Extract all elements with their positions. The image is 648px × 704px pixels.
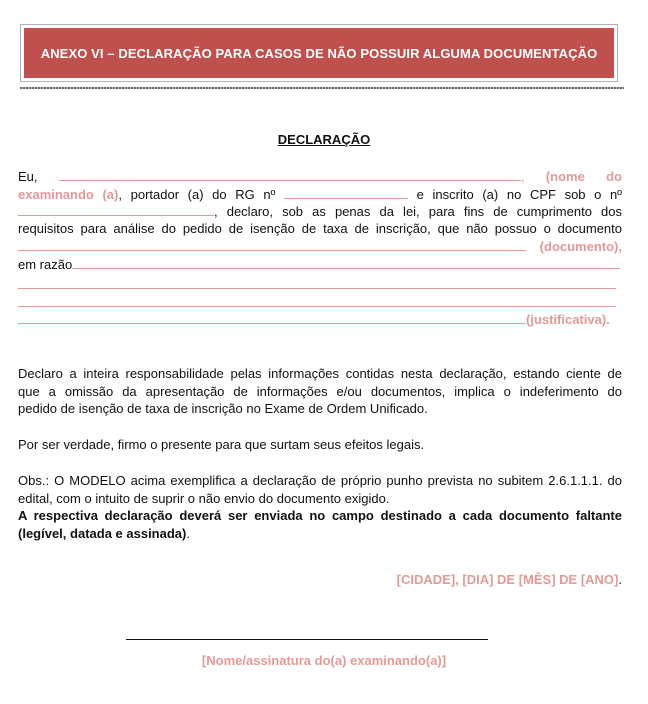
signature-placeholder: [Nome/assinatura do(a) examinando(a)] [201,653,447,668]
line-requisitos: requisitos para análise do pedido de isenção de taxa de inscrição, que não possuo o documento [18,221,622,236]
date-end: . [618,572,622,587]
declaration-title: DECLARAÇÃO [277,132,371,147]
declaro-text: , declaro, sob as penas da lei, para fins de cumprimento dos [214,204,622,219]
obs-line-2: edital, com o intuito de suprir o não envio do documento exigido. [18,491,390,506]
justificativa-label: (justificativa). [526,312,610,327]
examinando-label: examinando (a) [18,187,119,202]
em-razao-label: em razão [18,257,73,272]
line-justificativa [18,311,622,328]
name-blank[interactable] [59,168,521,181]
obs-line-1: Obs.: O MODELO acima exemplifica a declaração de próprio punho prevista no subitem 2.6.1.1.1. do [18,473,622,488]
line-eu: Eu, , (nome do [18,169,622,184]
notice-line-2 [18,525,622,542]
documento-label: (documento), [539,239,622,254]
truth-statement: Por ser verdade, firmo o presente para que surtam seus efeitos legais. [18,437,425,452]
responsibility-line-1: Declaro a inteira responsabilidade pelas informações contidas nesta declaração, estando ciente de [18,366,622,381]
banner-divider [20,87,624,89]
documento-blank[interactable] [18,238,526,251]
line-em-razao [18,256,622,273]
notice-line-1: A respectiva declaração deverá ser enviada no campo destinado a cada documento faltante [18,508,622,523]
banner-title: ANEXO VI – DECLARAÇÃO PARA CASOS DE NÃO POSSUIR ALGUMA DOCUMENTAÇÃO [24,28,614,78]
date-placeholder: [CIDADE], [DIA] DE [MÊS] DE [ANO] [396,572,619,587]
nome-label: (nome do [545,169,622,184]
inscrito-text: e inscrito (a) no CPF sob o nº [416,187,622,202]
signature-line[interactable] [126,639,488,640]
header-banner [20,24,624,90]
cpf-blank[interactable] [18,203,214,216]
line-declaro [18,203,622,220]
justification-blank[interactable] [18,311,526,324]
notice-line-2-end: . [186,526,190,541]
razao-blank[interactable] [72,256,620,269]
justification-line-2[interactable] [18,306,616,307]
eu-label: Eu, [18,169,38,184]
portador-text: , portador (a) do RG nº [118,187,276,202]
line-documento [18,238,622,255]
rg-blank[interactable] [284,186,408,199]
date-line [397,572,622,587]
justification-line-1[interactable] [18,288,616,289]
notice-line-2-text: (legível, datada e assinada) [18,526,187,541]
responsibility-line-3: pedido de isenção de taxa de inscrição no Exame de Ordem Unificado. [18,401,428,416]
line-rg-cpf [18,186,622,203]
responsibility-line-2: que a omissão da apresentação de informações e/ou documentos, implica o indeferimento do [18,384,622,399]
banner-box [20,24,618,82]
